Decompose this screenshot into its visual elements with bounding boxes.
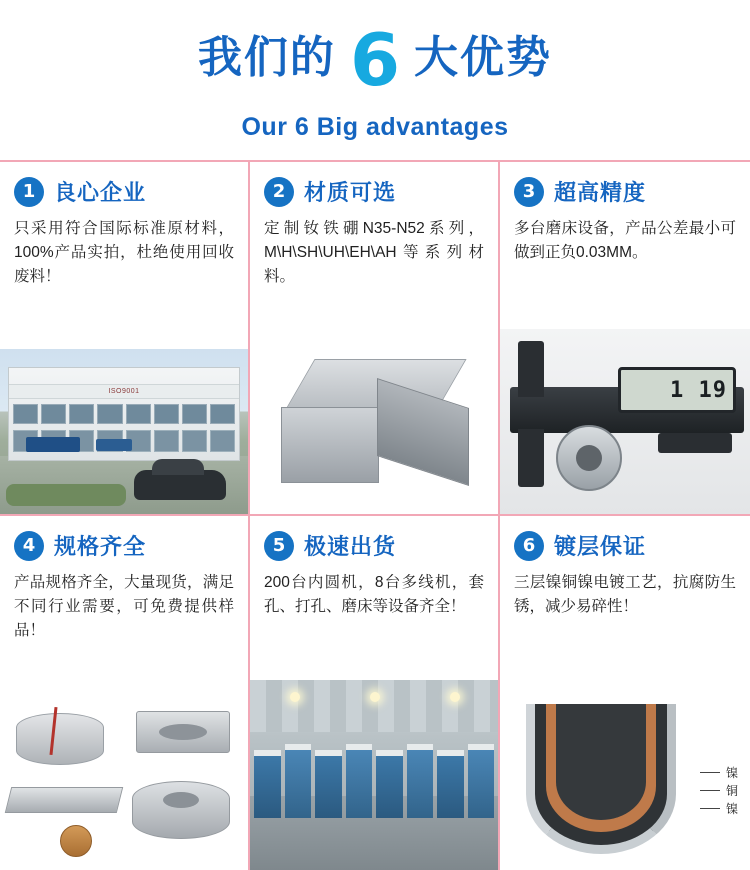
page-subtitle: Our 6 Big advantages <box>241 112 509 141</box>
machine-row <box>250 742 498 818</box>
plating-legend-item-3: 镍 <box>700 800 738 818</box>
advantage-5-image <box>250 680 498 870</box>
advantage-6-description: 三层镍铜镍电镀工艺，抗腐防生锈，减少易碎性！ <box>514 574 736 616</box>
advantage-2-header <box>264 176 484 207</box>
advantage-2-image <box>250 329 498 514</box>
advantage-5-description: 200台内圆机，8台多线机，套孔、打孔、磨床等设备齐全！ <box>264 574 484 616</box>
caliper-thumb-roller <box>658 433 732 453</box>
factory-sign-primary <box>26 437 80 452</box>
workshop-machines-photo <box>250 680 498 870</box>
factory-building-photo <box>0 349 248 514</box>
advantage-1-description: 只采用符合国际标准原材料，100%产品实拍，杜绝使用回收废料！ <box>14 220 234 286</box>
caliper-reading-value: 1 19 <box>670 377 727 403</box>
bar-magnet <box>5 787 123 813</box>
advantage-3-header <box>514 176 736 207</box>
advantage-6-image <box>500 690 750 870</box>
poster-header <box>0 0 750 160</box>
advantage-1-title: 良心企业 <box>54 180 147 205</box>
advantage-3-description: 多台磨床设备，产品公差最小可做到正负0.03MM。 <box>514 220 736 262</box>
advantage-3-number-badge: 3 <box>514 177 544 207</box>
workshop-ceiling <box>250 680 498 732</box>
advantage-card-3 <box>500 162 750 516</box>
advantage-1-header <box>14 176 234 207</box>
caliper-upper-jaw <box>518 341 544 397</box>
advantage-4-header <box>14 530 234 561</box>
magnet-cube-photo <box>250 329 498 514</box>
advantage-2-title: 材质可选 <box>304 180 397 205</box>
advantage-4-title: 规格齐全 <box>54 534 147 559</box>
advantage-2-number-badge: 2 <box>264 177 294 207</box>
size-reference-coin <box>60 825 92 857</box>
plating-legend <box>700 764 738 818</box>
block-magnet-with-holes <box>136 711 230 753</box>
advantage-5-header <box>264 530 484 561</box>
magnet-cube-shape <box>279 359 469 489</box>
advantage-4-description: 产品规格齐全，大量现货，满足不同行业需要，可免费提供样品！ <box>14 574 234 640</box>
advantage-5-number-badge: 5 <box>264 531 294 561</box>
factory-window-row-1 <box>13 404 235 424</box>
title-left-text: 我们的 <box>197 33 336 83</box>
factory-banner-text: ISO9001 <box>9 384 239 399</box>
disc-magnet-stack <box>16 713 104 765</box>
plating-legend-item-2: 铜 <box>700 782 738 800</box>
factory-car <box>134 470 226 500</box>
factory-hedge <box>6 484 126 506</box>
ring-magnet-stack <box>132 781 230 839</box>
ceiling-lamp-icon <box>290 692 300 702</box>
ceiling-lamp-icon <box>450 692 460 702</box>
advantage-4-image <box>0 695 248 870</box>
title-right-text: 大优势 <box>414 33 553 83</box>
advantage-4-number-badge: 4 <box>14 531 44 561</box>
advantage-1-number-badge: 1 <box>14 177 44 207</box>
advantage-6-title: 镀层保证 <box>554 534 647 559</box>
advantage-3-title: 超高精度 <box>554 180 647 205</box>
advantage-3-image <box>500 329 750 514</box>
caliper-lower-jaw <box>518 429 544 487</box>
cube-front-face <box>281 407 379 483</box>
advantage-6-header <box>514 530 736 561</box>
advantage-card-2 <box>250 162 500 516</box>
plating-legend-item-1: 镍 <box>700 764 738 782</box>
advantage-2-description: 定制钕铁硼N35-N52系列，M\H\SH\UH\EH\AH等系列材料。 <box>264 220 484 286</box>
advantage-1-image <box>0 349 248 514</box>
plating-core <box>556 704 646 820</box>
title-number: 6 <box>349 18 401 102</box>
digital-caliper-photo <box>500 329 750 514</box>
plating-layers-diagram <box>500 690 750 870</box>
advantage-6-number-badge: 6 <box>514 531 544 561</box>
advantage-card-4 <box>0 516 250 870</box>
magnet-shapes-photo <box>0 695 248 870</box>
page-title <box>0 18 750 102</box>
ceiling-lamp-icon <box>370 692 380 702</box>
measured-ring-magnet <box>556 425 622 491</box>
advantage-card-1 <box>0 162 250 516</box>
advantage-card-6 <box>500 516 750 870</box>
cube-side-face <box>377 378 469 486</box>
advantage-card-5 <box>250 516 500 870</box>
caliper-display <box>618 367 736 413</box>
factory-sign-secondary <box>96 439 132 451</box>
advantages-grid <box>0 160 750 870</box>
advantage-5-title: 极速出货 <box>304 534 397 559</box>
